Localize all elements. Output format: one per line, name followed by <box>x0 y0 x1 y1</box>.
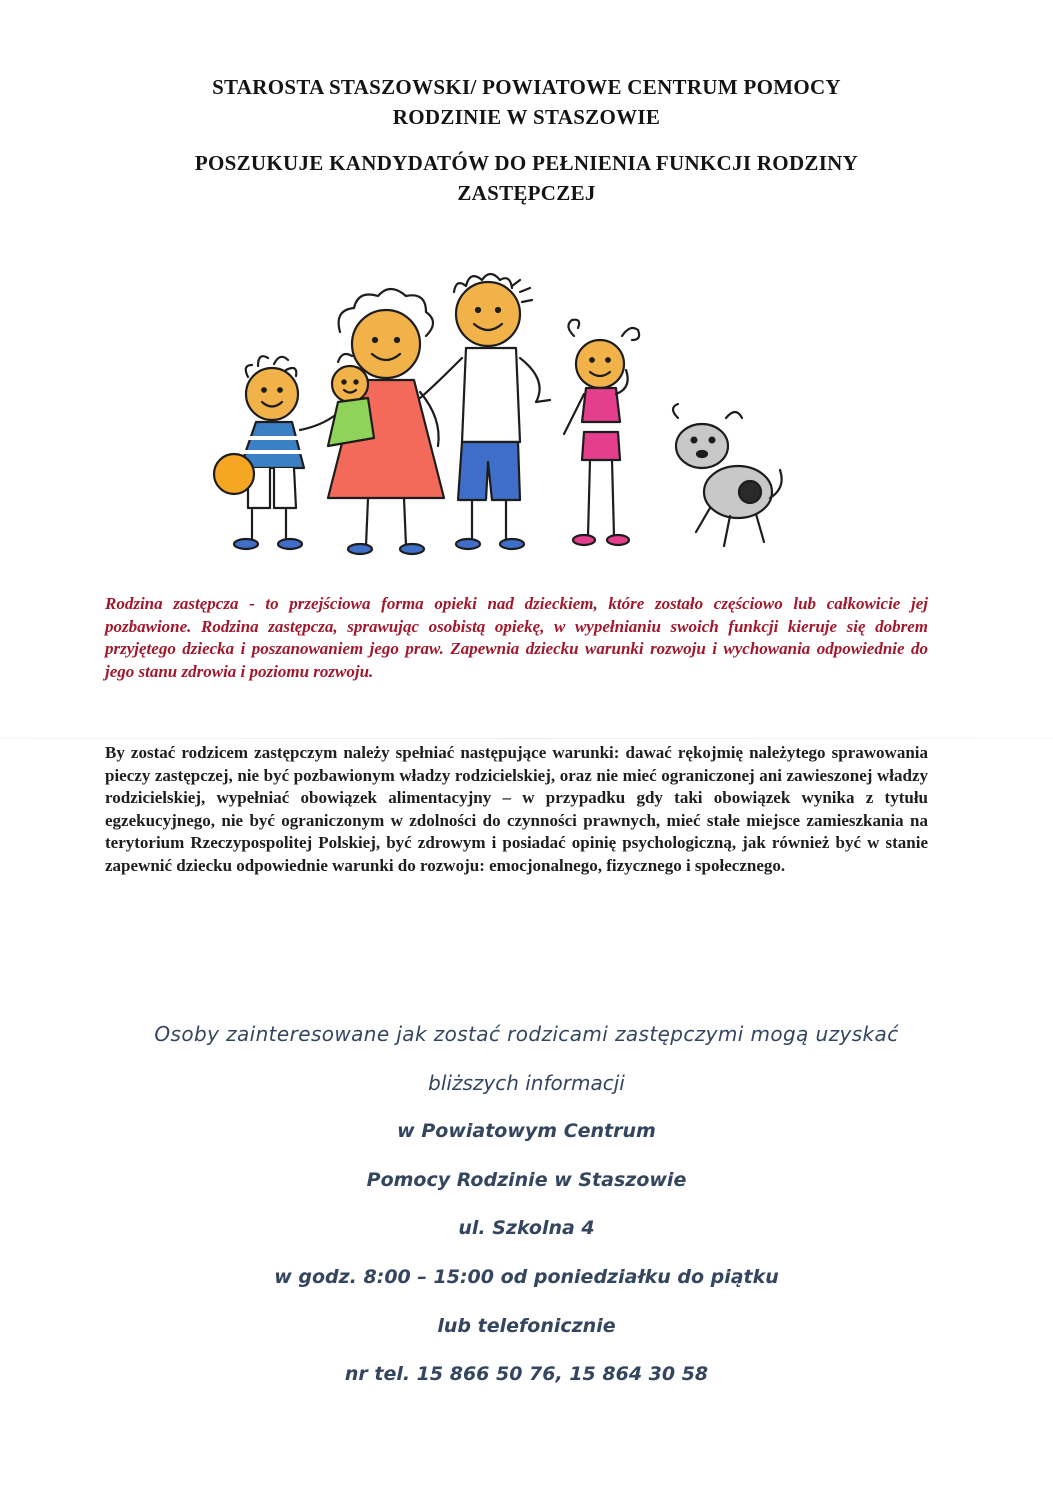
dog-figure <box>673 404 782 546</box>
title-line-2: RODZINIE W STASZOWIE <box>392 105 661 129</box>
eligibility-conditions: By zostać rodzicem zastępczym należy spełniać następujące warunki: dawać rękojmię należytego sprawowania pieczy zastępczej, nie być pozbawionym władzy rodzicielskiej, oraz nie mieć ograniczonej ani zawieszonej władzy rodzicielskiej, wypełniać obowiązek alimentacyjny – w przypadku gdy taki obowiązek wynika z tytułu egzekucyjnego, nie być ograniczonym w zdolności do czynności prawnych, mieć stałe miejsce zamieszkania na terytorium Rzeczypospolitej Polskiej, być zdrowym i posiadać opinię psychologiczną, jak również być w stanie zapewnić dziecku odpowiednie warunki do rozwoju: emocjonalnego, fizycznego i społecznego. <box>105 743 928 875</box>
address-line: ul. Szkolna 4 <box>458 1217 595 1240</box>
father-figure <box>420 274 550 549</box>
contact-info <box>60 1010 993 1399</box>
opening-hours: w godz. 8:00 – 15:00 od poniedziałku do piątku <box>274 1265 779 1288</box>
subtitle-line-2: ZASTĘPCZEJ <box>457 181 596 205</box>
title-line-1: STAROSTA STASZOWSKI/ POWIATOWE CENTRUM POMOCY <box>212 75 841 99</box>
contact-line-2: bliższych informacji <box>428 1070 625 1095</box>
contact-line-4: Pomocy Rodzinie w Staszowie <box>366 1168 687 1191</box>
contact-line-1: Osoby zainteresowane jak zostać rodzicami zastępczymi mogą uzyskać <box>154 1022 899 1046</box>
header <box>60 72 993 208</box>
phone-numbers: nr tel. 15 866 50 76, 15 864 30 58 <box>344 1363 709 1386</box>
girl-figure <box>564 320 639 545</box>
contact-line-3: w Powiatowym Centrum <box>397 1120 656 1143</box>
boy-figure <box>214 356 334 549</box>
family-drawing-icon <box>190 262 810 562</box>
subtitle-line-1: POSZUKUJE KANDYDATÓW DO PEŁNIENIA FUNKCJI RODZINY <box>194 151 859 175</box>
paper-fold <box>0 738 1053 739</box>
foster-family-definition: Rodzina zastępcza - to przejściowa forma opieki nad dzieckiem, które zostało częściowo lub całkowicie jej pozbawione. Rodzina zastępcza, sprawując osobistą opiekę, w wypełnianiu swoich funkcji kieruje się dobrem przyjętego dziecka i poszanowaniem jego praw. Zapewnia dziecku warunki rozwoju i wychowania odpowiednie do jego stanu zdrowia i poziomu rozwoju. <box>105 594 928 681</box>
contact-line-7: lub telefonicznie <box>437 1314 616 1337</box>
